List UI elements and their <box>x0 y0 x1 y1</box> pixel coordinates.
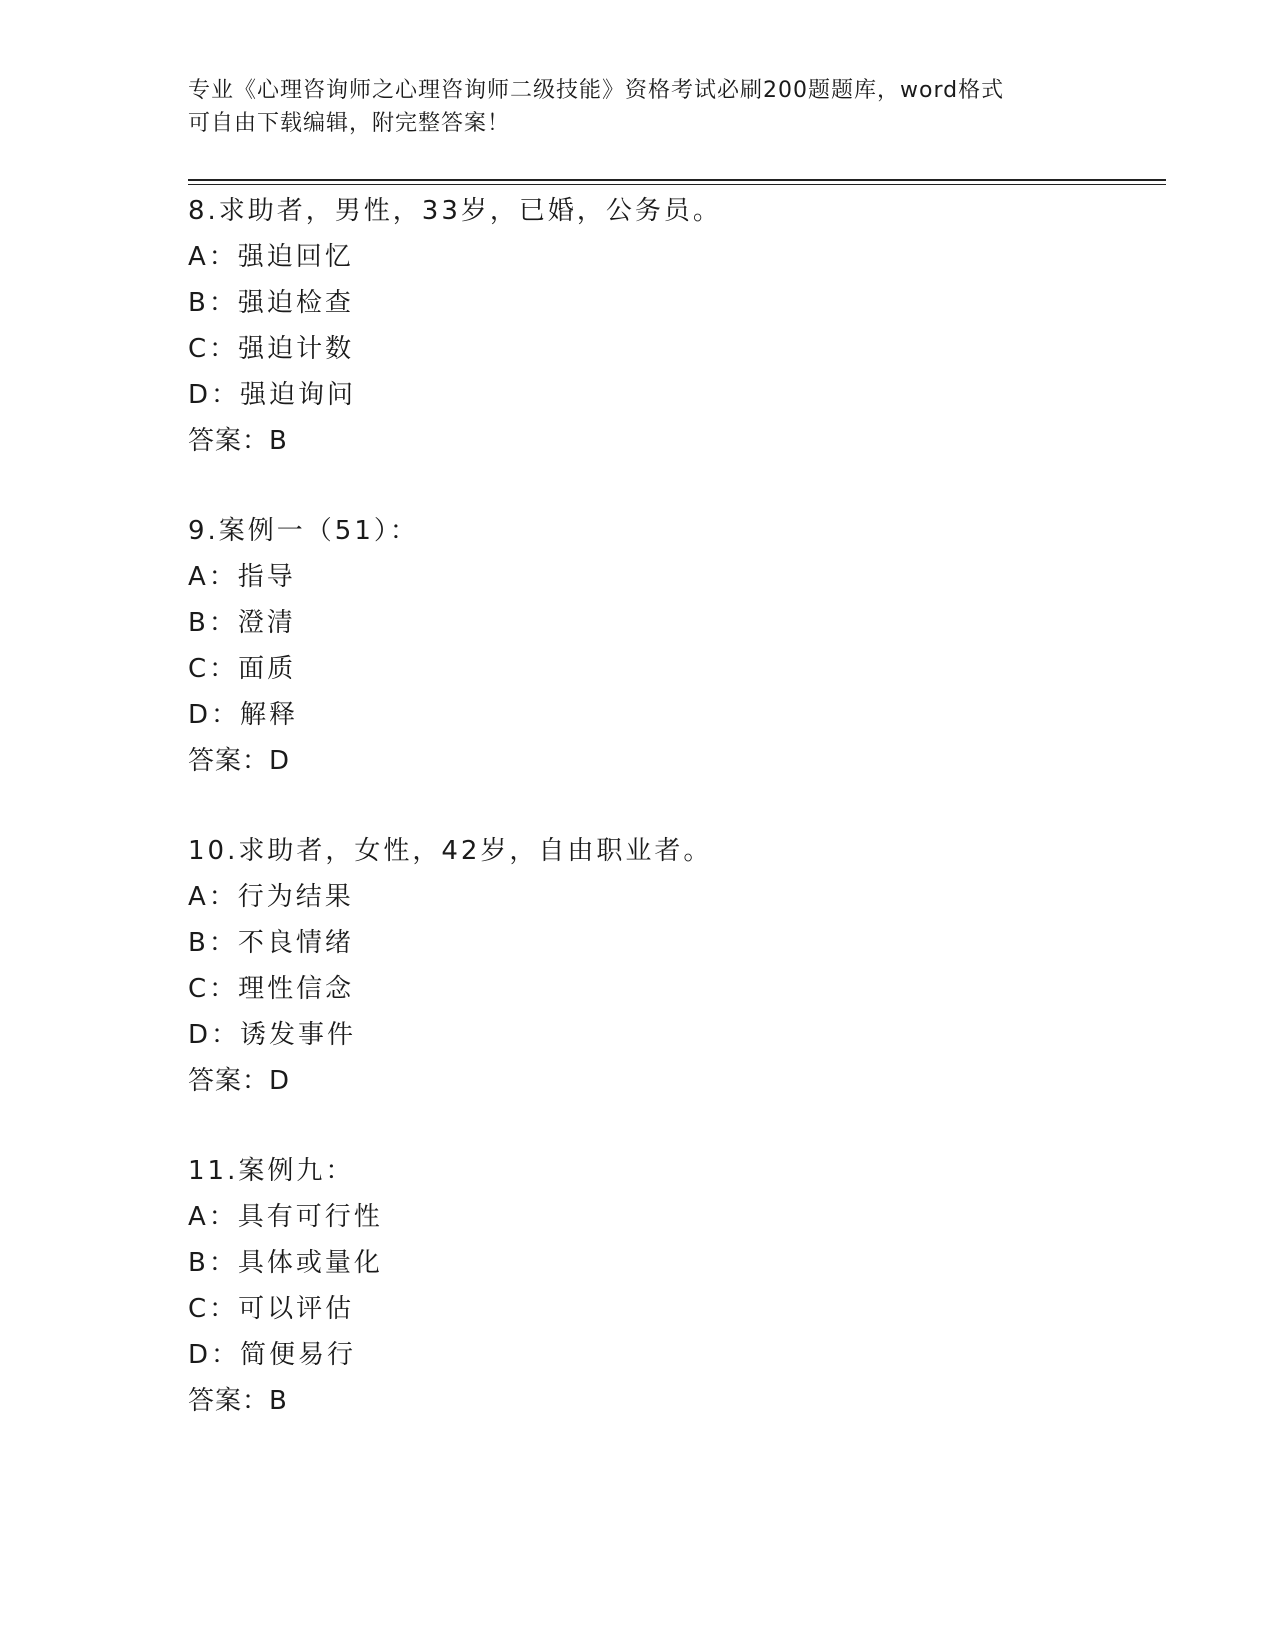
answer: 答案：D <box>188 1066 291 1096</box>
header-line-1: 专业《心理咨询师之心理咨询师二级技能》资格考试必刷200题题库，word格式 <box>188 78 1005 103</box>
option-b: B：澄清 <box>188 608 296 638</box>
option-d: D：简便易行 <box>188 1340 357 1370</box>
header-line-2: 可自由下载编辑，附完整答案！ <box>188 111 511 136</box>
option-b: B：具体或量化 <box>188 1248 383 1278</box>
option-a: A：具有可行性 <box>188 1202 383 1232</box>
option-a: A：行为结果 <box>188 882 354 912</box>
option-c: C：面质 <box>188 654 297 684</box>
document-header <box>188 74 1088 140</box>
question-stem: 10.求助者，女性，42岁，自由职业者。 <box>188 836 713 866</box>
question-item <box>188 828 1148 1104</box>
option-d: D：解释 <box>188 700 299 730</box>
question-stem: 9.案例一（51）： <box>188 516 419 546</box>
option-c: C：可以评估 <box>188 1294 355 1324</box>
answer: 答案：B <box>188 426 288 456</box>
option-b: B：强迫检查 <box>188 288 354 318</box>
option-c: C：强迫计数 <box>188 334 355 364</box>
header-divider-thick <box>188 179 1166 181</box>
question-item <box>188 508 1148 784</box>
option-a: A：指导 <box>188 562 296 592</box>
option-d: D：强迫询问 <box>188 380 357 410</box>
question-list <box>188 188 1148 1468</box>
answer: 答案：D <box>188 746 291 776</box>
question-stem: 8.求助者，男性，33岁，已婚，公务员。 <box>188 196 722 226</box>
option-a: A：强迫回忆 <box>188 242 354 272</box>
option-d: D：诱发事件 <box>188 1020 357 1050</box>
question-item <box>188 1148 1148 1424</box>
option-b: B：不良情绪 <box>188 928 354 958</box>
option-c: C：理性信念 <box>188 974 355 1004</box>
header-divider-thin <box>188 184 1166 185</box>
answer: 答案：B <box>188 1386 288 1416</box>
question-stem: 11.案例九： <box>188 1156 355 1186</box>
question-item <box>188 188 1148 464</box>
